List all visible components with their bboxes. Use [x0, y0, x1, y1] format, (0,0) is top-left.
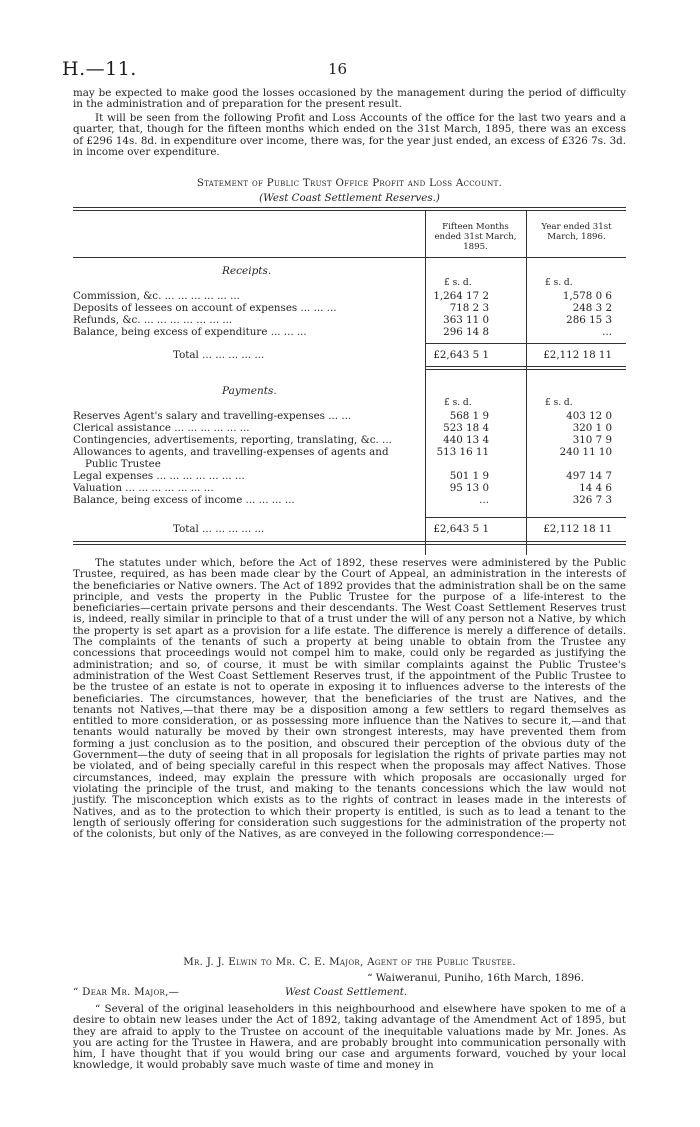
- payments-total-1895: £2,643 5 1: [433, 523, 489, 535]
- column-header-1895: Fifteen Months ended 31st March, 1895.: [434, 222, 517, 252]
- payments-total-label: Total ... ... ... ... ...: [173, 523, 265, 535]
- payments-row: [73, 447, 626, 458]
- payments-row: [73, 411, 626, 422]
- payments-row: [73, 459, 626, 470]
- payments-value-1896: 310 7 9: [572, 434, 612, 446]
- header-rule: [73, 257, 626, 258]
- payments-label: Clerical assistance ... ... ... ... ... ...: [73, 422, 250, 434]
- table-bottom-rule: [73, 541, 626, 545]
- payments-value-1895: ...: [479, 494, 489, 506]
- payments-value-1895: 568 1 9: [449, 410, 489, 422]
- document-reference: H.—11.: [62, 58, 137, 80]
- units-payments-col1: £ s. d.: [444, 398, 472, 408]
- receipts-subtotal-rule: [425, 343, 626, 344]
- payments-total-row: [73, 524, 626, 535]
- column-header-1896: Year ended 31st March, 1896.: [541, 222, 612, 242]
- receipts-total-1895: £2,643 5 1: [433, 349, 489, 361]
- receipts-total-row: [73, 350, 626, 361]
- receipts-value-1895: 296 14 8: [443, 326, 489, 338]
- receipts-row: [73, 291, 626, 302]
- payments-value-1895: 95 13 0: [449, 482, 489, 494]
- receipts-value-1896: 248 3 2: [572, 302, 612, 314]
- receipts-total-rule: [425, 366, 626, 370]
- payments-row: [73, 495, 626, 506]
- receipts-total-label: Total ... ... ... ... ...: [173, 349, 265, 361]
- receipts-value-1896: 1,578 0 6: [562, 290, 612, 302]
- letter-address: “ Waiweranui, Puniho, 16th March, 1896.: [367, 972, 584, 984]
- receipts-label: Refunds, &c. ... ... ... ... ... ... ...: [73, 314, 233, 326]
- receipts-row: [73, 303, 626, 314]
- units-receipts-col2: £ s. d.: [545, 278, 573, 288]
- letter-heading: Mr. J. J. Elwin to Mr. C. E. Major, Agent of the Public Trustee.: [183, 956, 516, 968]
- payments-label: Contingencies, advertisements, reporting, translating, &c. ...: [73, 434, 392, 446]
- receipts-row: [73, 315, 626, 326]
- payments-value-1896: 326 7 3: [572, 494, 612, 506]
- payments-label: Legal expenses ... ... ... ... ... ... ...: [73, 470, 245, 482]
- payments-value-1895: 513 16 11: [436, 446, 489, 458]
- receipts-row: [73, 327, 626, 338]
- payments-value-1896: 320 1 0: [572, 422, 612, 434]
- payments-heading: Payments.: [222, 385, 277, 397]
- receipts-total-1896: £2,112 18 11: [543, 349, 612, 361]
- letter-body: “ Several of the original leaseholders in this neighbourhood and elsewhere have spoken to me of a desire to obtain new leases under the Act of 1892, taking advantage of the Amendment Act of 1895, but they are afraid to apply to the Trustee on account of the inequitable valuations made by Mr. Jones. As you are acting for the Trustee in Hawera, and are probably brought into communication personally with him, I have thought that if you would bring our case and arguments forward, vouched by your local knowledge, it would probably save much waste of time and money in: [73, 1003, 626, 1072]
- receipts-value-1896: ...: [602, 326, 612, 338]
- receipts-heading: Receipts.: [222, 265, 272, 277]
- payments-value-1896: 497 14 7: [566, 470, 612, 482]
- receipts-label: Commission, &c. ... ... ... ... ... ...: [73, 290, 240, 302]
- payments-total-1896: £2,112 18 11: [543, 523, 612, 535]
- payments-row: [73, 435, 626, 446]
- units-receipts-col1: £ s. d.: [444, 278, 472, 288]
- statement-subtitle: (West Coast Settlement Reserves.): [259, 192, 440, 204]
- letter-subject: West Coast Settlement.: [285, 986, 408, 998]
- statement-title: Statement of Public Trust Office Profit and Loss Account.: [196, 177, 503, 189]
- payments-value-1895: 440 13 4: [443, 434, 489, 446]
- payments-row: [73, 423, 626, 434]
- page-number: 16: [328, 60, 348, 78]
- payments-label: Valuation ... ... ... ... ... ... ...: [73, 482, 214, 494]
- payments-label: Reserves Agent's salary and travelling-expenses ... ...: [73, 410, 352, 422]
- payments-value-1896: 240 11 10: [559, 446, 612, 458]
- letter-salutation-line: [73, 987, 626, 998]
- letter-salutation: “ Dear Mr. Major,—: [73, 986, 180, 998]
- intro-paragraph-1: may be expected to make good the losses occasioned by the management during the period of difficulty in the administration and of preparation for the present result.: [73, 87, 626, 111]
- receipts-label: Balance, being excess of expenditure ... ... ...: [73, 326, 307, 338]
- payments-row: [73, 483, 626, 494]
- payments-label: Balance, being excess of income ... ... ... ...: [73, 494, 295, 506]
- receipts-label: Deposits of lessees on account of expenses ... ... ...: [73, 302, 337, 314]
- payments-value-1895: 523 18 4: [443, 422, 489, 434]
- payments-value-1896: 403 12 0: [566, 410, 612, 422]
- payments-label: Public Trustee: [85, 458, 161, 470]
- payments-value-1896: 14 4 6: [579, 482, 612, 494]
- receipts-value-1895: 363 11 0: [443, 314, 489, 326]
- payments-row: [73, 471, 626, 482]
- body-paragraph: The statutes under which, before the Act of 1892, these reserves were administered by the Public Trustee, required, as has been made clear by the Court of Appeal, an administration in the interests of the beneficiaries or Native owners. The Act of 1892 provides that the administration shall be on the same principle, and vests the property in the Public Trustee for the purpose of a life-interest to the beneficiaries—certain private persons and their descendants. The West Coast Settlement Reserves trust is, indeed, really similar in principle to that of a trust under the will of any person not a Native, by which the property is set apart as a provision for a life estate. The difference is merely a difference of details. The complaints of the tenants of such a property at being unable to obtain from the Trustee any concessions that proceedings would not compel him to make, could only be regarded as justifying the administration; and so, of course, it must be with similar complaints against the Public Trustee's administration of the West Coast Settlement Reserves trust, if the appointment of the Public Trustee to be the trustee of an estate is not to operate in exposing it to influences adverse to the interests of the beneficiaries. The circumstances, however, that the beneficiaries of the trust are Natives, and the tenants not Natives,—that there may be a disposition among a few settlers to regard themselves as entitled to more consideration, or as possessing more influence than the Natives to secure it,—and that tenants would naturally be moved by their own strongest interests, may have prevented them from forming a just conclusion as to the position, and obscured their perception of the obvious duty of the Government—the duty of seeing that in all proposals for legislation the rights of private parties may not be violated, and of being specially careful in this respect when the proposals may affect Natives. Those circumstances, indeed, may explain the pressure with which proposals are occasionally urged for violating the principle of the trust, and making to the tenants concessions which the law would not justify. The misconception which exists as to the rights of contract in leases made in the interests of Natives, and as to the protection to which their property is entitled, is such as to lead a tenant to the length of seriously offering for consideration such suggestions for the administration of the property not of the colonists, but only of the Natives, as are conveyed in the following correspondence:—: [73, 557, 627, 841]
- payments-value-1895: 501 1 9: [449, 470, 489, 482]
- units-payments-col2: £ s. d.: [545, 398, 573, 408]
- receipts-value-1896: 286 15 3: [566, 314, 612, 326]
- table-top-rule: [73, 207, 626, 211]
- intro-paragraph-2: It will be seen from the following Profit and Loss Accounts of the office for the last two years and a quarter, that, though for the fifteen months which ended on the 31st March, 1895, there was an excess of £296 14s. 8d. in expenditure over income, there was, for the year just ended, an excess of £326 7s. 3d. in income over expenditure.: [73, 112, 626, 158]
- payments-subtotal-rule: [425, 517, 626, 518]
- receipts-value-1895: 718 2 3: [449, 302, 489, 314]
- receipts-value-1895: 1,264 17 2: [433, 290, 489, 302]
- payments-label: Allowances to agents, and travelling-expenses of agents and: [73, 446, 389, 458]
